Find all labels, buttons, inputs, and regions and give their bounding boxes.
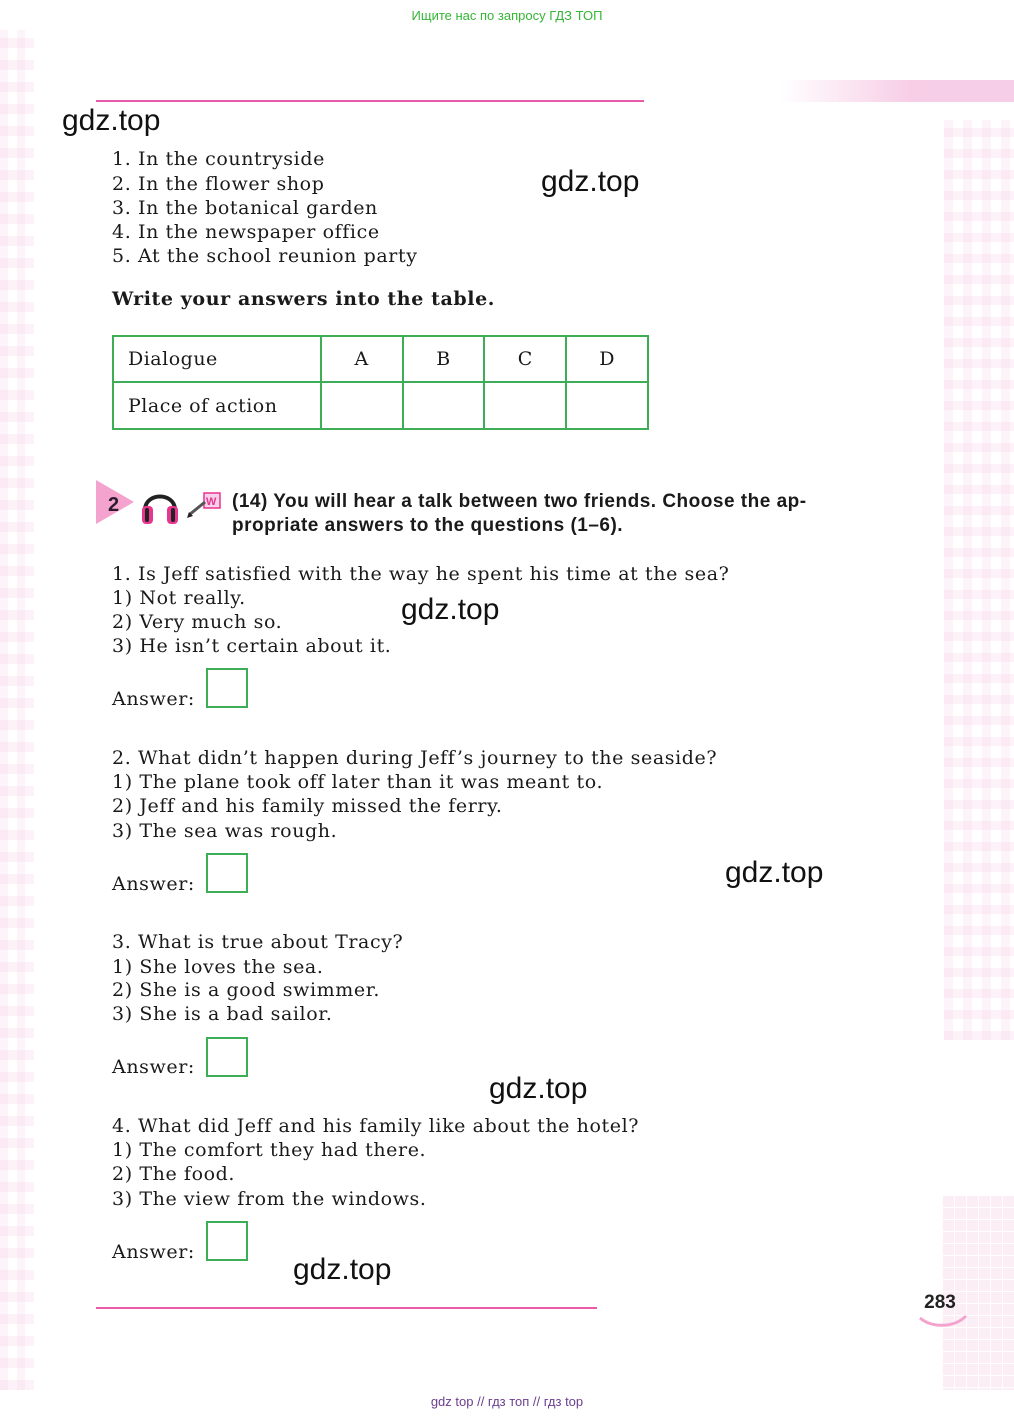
answer-label: Answer: (112, 873, 195, 895)
watermark: gdz.top (401, 593, 500, 626)
table-header-cell: B (403, 336, 485, 382)
answer-cell[interactable] (403, 382, 485, 429)
writing-icon (186, 490, 222, 520)
answer-label: Answer: (112, 1056, 195, 1078)
answer-cell[interactable] (321, 382, 403, 429)
exercise-number: 2 (108, 494, 120, 516)
right-decorative-pattern (944, 120, 1014, 1040)
question-option: 3) The view from the windows. (112, 1188, 427, 1210)
page-number-block (918, 1292, 968, 1328)
answer-box[interactable] (206, 668, 248, 708)
question-option: 3) She is a bad sailor. (112, 1003, 333, 1025)
page-number: 283 (924, 1292, 956, 1313)
question-text: 2. What didn’t happen during Jeff’s journey to the seaside? (112, 747, 718, 769)
watermark: gdz.top (293, 1253, 392, 1286)
table-header-cell: A (321, 336, 403, 382)
answer-box[interactable] (206, 1221, 248, 1261)
footer-note: gdz top // гдз топ // гдз top (430, 1394, 584, 1409)
question-option: 3) He isn’t certain about it. (112, 635, 392, 657)
answer-label: Answer: (112, 688, 195, 710)
question-option: 1) The plane took off later than it was meant to. (112, 771, 604, 793)
answer-cell[interactable] (566, 382, 648, 429)
place-item: 3. In the botanical garden (112, 197, 378, 219)
svg-text:W: W (206, 496, 217, 508)
question-option: 1) The comfort they had there. (112, 1139, 427, 1161)
watermark: gdz.top (62, 104, 161, 137)
place-item: 5. At the school reunion party (112, 245, 418, 267)
exercise-task-line: propriate answers to the questions (1–6). (232, 515, 624, 536)
page-swoosh-icon (918, 1312, 968, 1328)
place-item: 1. In the countryside (112, 148, 325, 170)
top-divider (96, 100, 644, 102)
header-note: Ищите нас по запросу ГДЗ ТОП (411, 8, 603, 23)
watermark: gdz.top (541, 165, 640, 198)
question-text: 4. What did Jeff and his family like about the hotel? (112, 1115, 640, 1137)
question-option: 3) The sea was rough. (112, 820, 338, 842)
question-option: 1) Not really. (112, 587, 246, 609)
table-instruction: Write your answers into the table. (112, 288, 496, 310)
bottom-divider (96, 1307, 597, 1309)
left-decorative-pattern (0, 30, 34, 1390)
exercise-number-badge-icon (96, 480, 136, 524)
question-option: 2) Jeff and his family missed the ferry. (112, 795, 503, 817)
table-header-cell: D (566, 336, 648, 382)
answer-box[interactable] (206, 853, 248, 893)
question-option: 2) She is a good swimmer. (112, 979, 380, 1001)
question-option: 2) The food. (112, 1163, 236, 1185)
question-text: 3. What is true about Tracy? (112, 931, 404, 953)
place-item: 2. In the flower shop (112, 173, 325, 195)
headphones-icon (140, 484, 180, 526)
answer-box[interactable] (206, 1037, 248, 1077)
answer-table (112, 335, 649, 430)
watermark: gdz.top (725, 856, 824, 889)
question-option: 1) She loves the sea. (112, 956, 324, 978)
exercise-task-line: (14) You will hear a talk between two friends. Choose the ap- (232, 491, 807, 512)
table-header-cell: C (484, 336, 566, 382)
question-option: 2) Very much so. (112, 611, 283, 633)
top-pink-band (780, 80, 1014, 102)
watermark: gdz.top (489, 1072, 588, 1105)
answer-cell[interactable] (484, 382, 566, 429)
question-text: 1. Is Jeff satisfied with the way he spent his time at the sea? (112, 563, 730, 585)
table-row-label: Dialogue (113, 336, 321, 382)
exercise-task (232, 490, 902, 538)
place-item: 4. In the newspaper office (112, 221, 380, 243)
table-row-label: Place of action (113, 382, 321, 429)
answer-label: Answer: (112, 1241, 195, 1263)
